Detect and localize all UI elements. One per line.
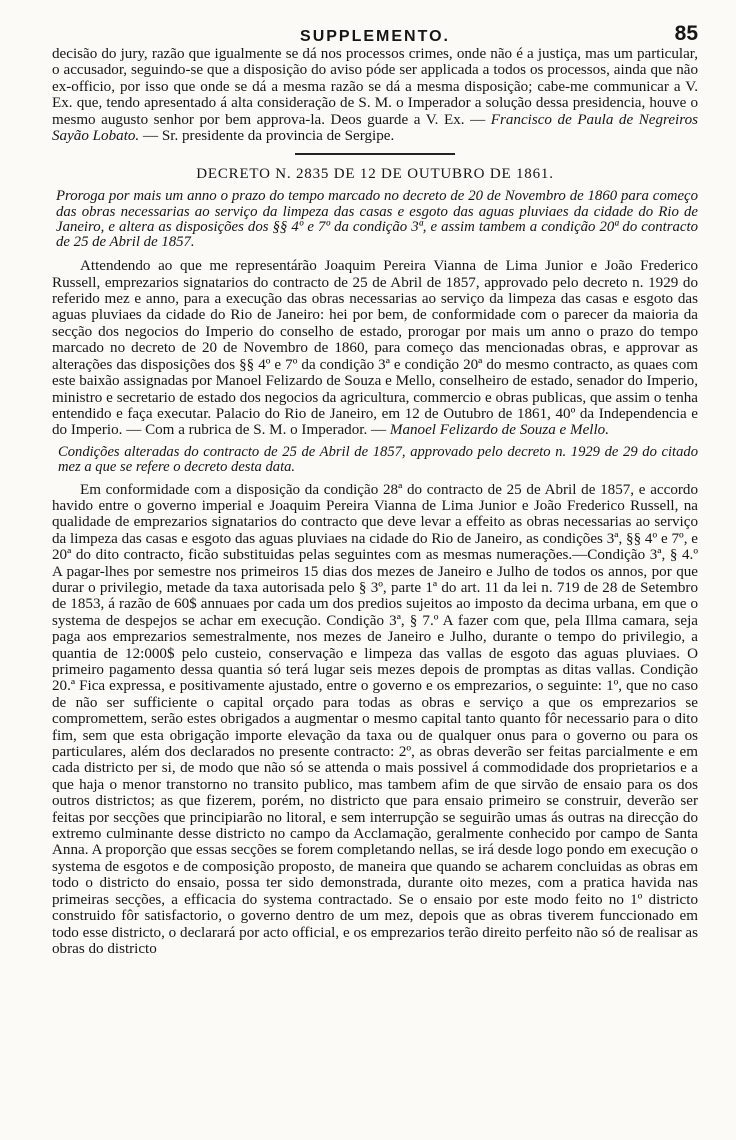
conditions-body: Em conformidade com a disposição da condição 28ª do contracto de 25 de Abril de 1857, e accordo havido entre o governo imperial e Joaquim Pereira Vianna de Lima Junior e João Frederico Russell, na qualidade de emprezarios signatarios do contracto que deve levar a effeito as obras necessarias ao serviço da limpeza das casas e esgoto das aguas pluviaes na cidade do Rio de Janeiro, as condições 3ª, §§ 4º e 7º, e 20ª do dito contracto, ficão substituidas pelas seguintes com as mesmas numerações.—Condição 3ª, § 4.º A pagar-lhes por semestre nos primeiros 15 dias dos mezes de Janeiro e Julho de todos os annos, por que durar o privilegio, metade da taxa autorisada pelo § 3º, parte 1ª do art. 11 da lei n. 719 de 28 de Setembro de 1853, á razão de 60$ annuaes por cada um dos predios sujeitos ao imposto da decima urbana, em que o systema de despejos se achar em execução. Condição 3ª, § 7.º A fazer com que, pela Illma camara, seja paga aos emprezarios semestralmente, nos mezes de Janeiro e Julho, durante o tempo do privilegio, a quantia de 12:000$ pelo custeio, conservação e limpeza das vallas de esgoto das aguas pluviaes. O primeiro pagamento dessa quantia só terá lugar seis mezes depois de promptas as ditas vallas. Condição 20.ª Fica expressa, e positivamente ajustado, entre o governo e os emprezarios, o seguinte: 1º, que no caso de não ser sufficiente o capital orçado para todas as obras e serviço a que os emprezarios se compromettem, serão estes obrigados a augmentar o mesmo capital tanto quanto fôr necessario para o dito fim, sem que esta obrigação importe elevação da taxa ou de qualquer onus para o governo ou para os particulares, além dos declarados no presente contracto: 2º, as obras deverão ser feitas parcialmente e em cada districto per si, de modo que não só se attenda o mais possivel á commodidade dos proprietarios e a que haja o menor transtorno no transito publico, mas tambem afim de que sirvão de ensaio para os dos outros districtos; as que fizerem, porém, no districto que para ensaio primeiro se construir, deverão ser feitas por secções que principiarão no litoral, e sem interrupção se seguirão umas ás outras na direcção do extremo culminante desse districto no campo da Acclamação, geralmente conhecido por campo de Santa Anna. A proporção que essas secções se forem completando nellas, se irá desde logo pondo em execução o systema de esgotos e de composição proposto, de maneira que quando se acharem concluidas as obras em todo o districto do ensaio, possa ter sido demonstrada, durante oito mezes, com a pratica havida nas primeiras secções, a efficacia do systema contractado. Se o ensaio por este modo feito no 1º districto construido fôr satisfactorio, o governo dentro de um mez, depois que as obras tiverem funccionado em todo esse districto, o declarará por acto official, e os emprezarios terão direito perfeito não só de realisar as obras do districto — [52, 481, 698, 957]
decree-body — [52, 258, 698, 438]
running-title: SUPPLEMENTO. — [300, 28, 450, 45]
decree-heading: DECRETO N. 2835 DE 12 DE OUTUBRO DE 1861. — [196, 166, 554, 183]
conditions-heading: Condições alteradas do contracto de 25 de Abril de 1857, approvado pelo decreto n. 1929 de 29 do citado mez a que se refere o decreto desta data. — [58, 443, 698, 476]
decree-signature: Manoel Felizardo de Souza e Mello. — [389, 422, 609, 439]
decree-summary: Proroga por mais um anno o prazo do tempo marcado no decreto de 20 de Novembro de 1860 para começo das obras necessarias ao serviço da limpeza das casas e esgoto das aguas pluviaes da cidade do Rio de Janeiro, e altera as disposições dos §§ 4º e 7º da condição 3ª, e assim tambem a condição 20ª do contracto de 25 de Abril de 1857. — [56, 188, 698, 251]
previous-document-addressee: — Sr. presidente da provincia de Sergipe. — [143, 128, 395, 145]
previous-document-paragraph — [52, 46, 698, 144]
previous-document-text: decisão do jury, razão que igualmente se dá nos processos crimes, onde não é a justiça, mas um particular, o accusador, seguindo-se que a disposição do aviso póde ser applicada a todos os processos, ainda que não ex-officio, por isso que onde se dá a mesma razão se dá a mesma disposição; cabe-me communicar a V. Ex. que, tendo apresentado á alta consideração de S. M. o Imperador a solução dessa presidencia, houve o mesmo augusto senhor por bem approva-la. Deos guarde a V. Ex. — — [52, 46, 698, 128]
running-header — [52, 0, 698, 46]
previous-document-signature: Francisco de Paula de Negreiros Sayão Lobato. — [52, 111, 698, 145]
section-divider — [295, 153, 455, 155]
decree-rubrica: — Com a rubrica de S. M. o Imperador. — — [126, 422, 387, 439]
page-number: 85 — [674, 22, 698, 45]
decree-body-text: Attendendo ao que me representárão Joaquim Pereira Vianna de Lima Junior e João Frederico Russell, emprezarios signatarios do contracto de 25 de Abril de 1857, approvado pelo decreto n. 1929 do referido mez e anno, para a execução das obras necessarias ao serviço da limpeza das casas e esgoto das aguas pluviaes da cidade do Rio de Janeiro: hei por bem, de conformidade com o parecer da maioria da secção dos negocios do Imperio do conselho de estado, prorogar por mais um anno o prazo do tempo marcado no decreto de 20 de Novembro de 1860, para começo das mencionadas obras, e approvar as alterações das disposições dos §§ 4º e 7º da condição 3ª e condição 20ª do mesmo contracto, as quaes com este baixão assignadas por Manoel Felizardo de Souza e Mello, conselheiro de estado, senador do Imperio, ministro e secretario de estado dos negocios da agricultura, commercio e obras publicas, que assim o tenha entendido e faça executar. Palacio do Rio de Janeiro, em 12 de Outubro de 1861, 40º da Independencia e do Imperio. — [52, 258, 698, 439]
